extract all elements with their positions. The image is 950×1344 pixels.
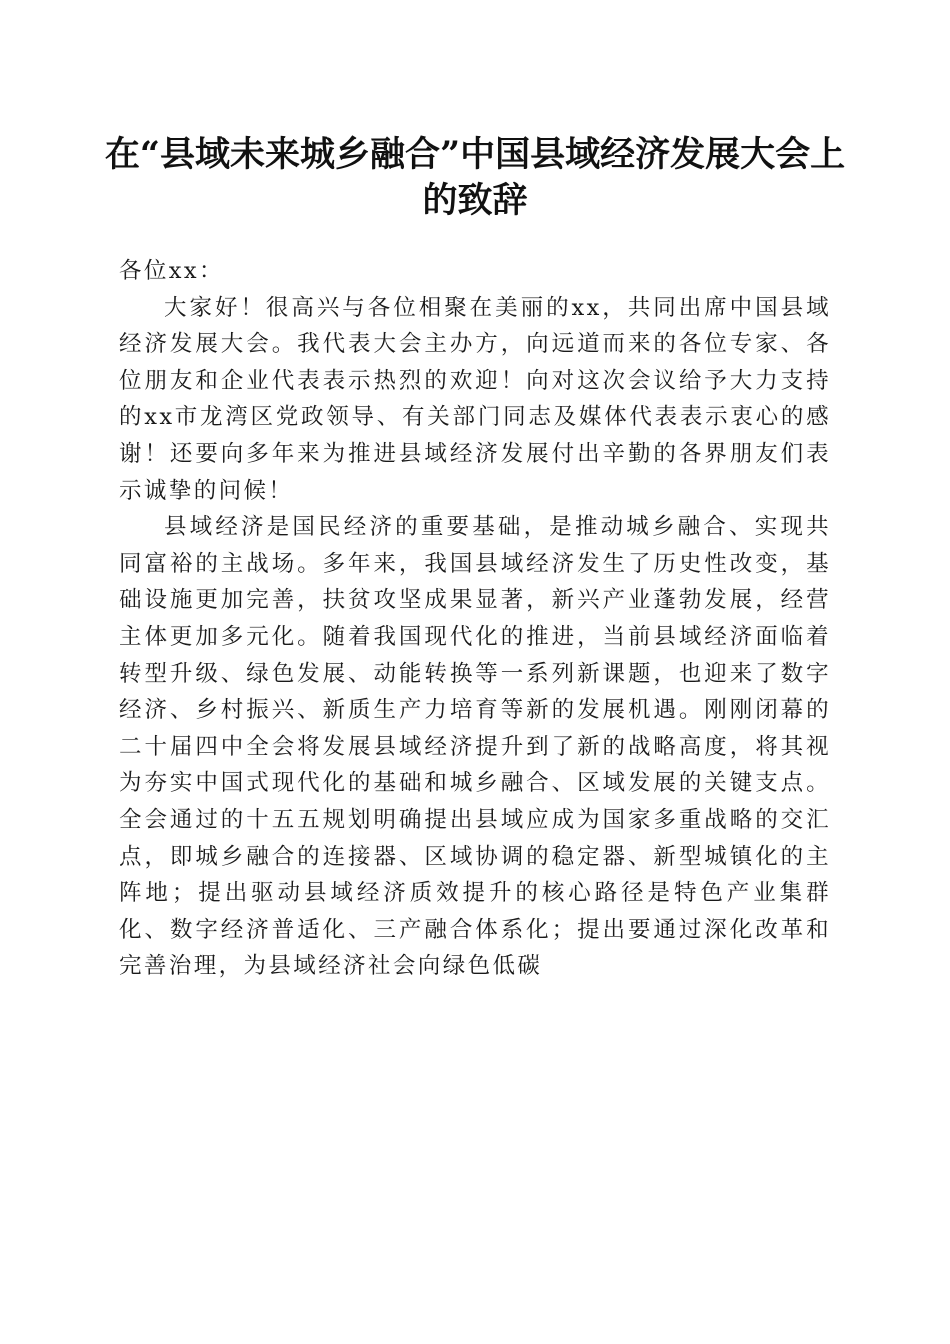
salutation: 各位xx：	[119, 258, 224, 284]
document-title: 在“县域未来城乡融合”中国县域经济发展大会上的致辞	[104, 134, 846, 221]
paragraph-welcome: 大家好！很高兴与各位相聚在美丽的xx，共同出席中国县域经济发展大会。我代表大会主办方，向远道而来的各位专家、各位朋友和企业代表表示热烈的欢迎！向对这次会议给予大力支持的xx市龙湾区党政领导、有关部门同志及媒体代表表示衷心的感谢！还要向多年来为推进县域经济发展付出辛勤的各界朋友们表示诚挚的问候！	[119, 294, 831, 504]
paragraph-county-economy: 县域经济是国民经济的重要基础，是推动城乡融合、实现共同富裕的主战场。多年来，我国县域经济发生了历史性改变，基础设施更加完善，扶贫攻坚成果显著，新兴产业蓬勃发展，经营主体更加多元化。随着我国现代化的推进，当前县域经济面临着转型升级、绿色发展、动能转换等一系列新课题，也迎来了数字经济、乡村振兴、新质生产力培育等新的发展机遇。刚刚闭幕的二十届四中全会将发展县域经济提升到了新的战略高度，将其视为夯实中国式现代化的基础和城乡融合、区域发展的关键支点。全会通过的十五五规划明确提出县域应成为国家多重战略的交汇点，即城乡融合的连接器、区域协调的稳定器、新型城镇化的主阵地；提出驱动县域经济质效提升的核心路径是特色产业集群化、数字经济普适化、三产融合体系化；提出要通过深化改革和完善治理，为县域经济社会向绿色低碳	[119, 514, 831, 980]
document-body	[119, 253, 831, 985]
